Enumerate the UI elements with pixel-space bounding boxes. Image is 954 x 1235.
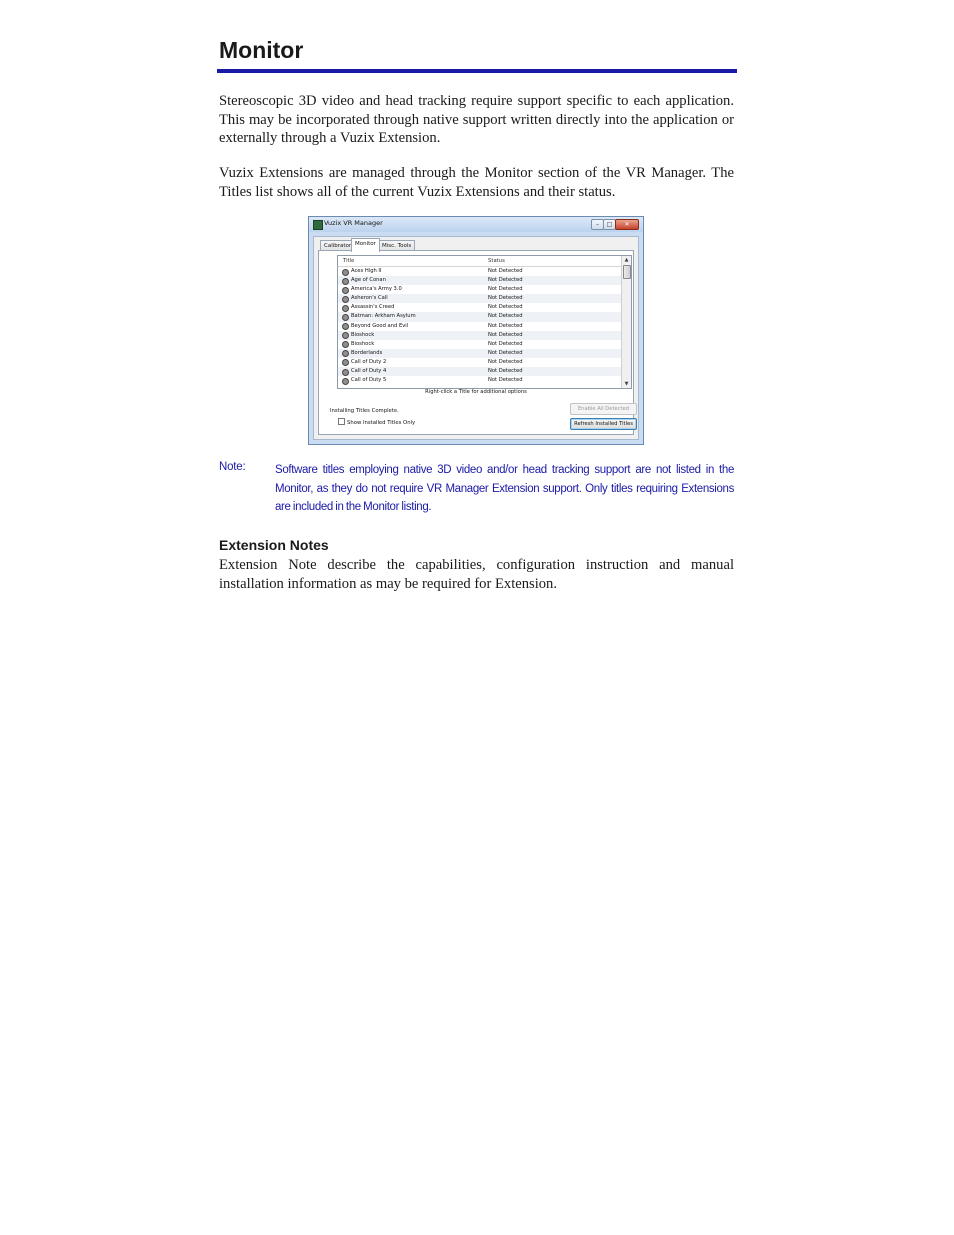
row-status: Not Detected xyxy=(488,286,523,293)
window-title: Vuzix VR Manager xyxy=(324,219,383,227)
row-status: Not Detected xyxy=(488,377,523,384)
row-status: Not Detected xyxy=(488,331,523,338)
row-title: Batman: Arkham Asylum xyxy=(351,313,416,320)
row-title: Asheron's Call xyxy=(351,295,388,302)
column-status[interactable]: Status xyxy=(488,258,505,264)
row-status: Not Detected xyxy=(488,368,523,375)
tab-calibrator[interactable]: Calibrator xyxy=(320,240,355,251)
row-status: Not Detected xyxy=(488,295,523,302)
intro-paragraph: Stereoscopic 3D video and head tracking require support specific to each application. This may be incorporated through native support written directly into the application or externally through a Vuzix Extension. xyxy=(219,93,734,147)
table-row[interactable] xyxy=(338,349,621,358)
table-row[interactable] xyxy=(338,303,621,312)
list-rows xyxy=(338,267,621,385)
tab-misc-tools[interactable]: Misc. Tools xyxy=(378,240,415,251)
show-installed-label: Show Installed Titles Only xyxy=(347,420,416,426)
status-dot-icon xyxy=(342,278,349,285)
table-row[interactable] xyxy=(338,367,621,376)
extension-notes-heading: Extension Notes xyxy=(219,537,329,553)
row-status: Not Detected xyxy=(488,304,523,311)
scroll-up-icon[interactable]: ▲ xyxy=(624,257,629,263)
scroll-thumb[interactable] xyxy=(623,265,631,279)
row-title: Call of Duty 2 xyxy=(351,358,387,365)
monitor-panel xyxy=(318,250,634,435)
row-status: Not Detected xyxy=(488,358,523,365)
page-title: Monitor xyxy=(219,37,304,63)
table-row[interactable] xyxy=(338,294,621,303)
app-icon xyxy=(313,220,323,230)
column-title[interactable]: Title xyxy=(343,258,355,264)
status-dot-icon xyxy=(342,332,349,339)
window-client xyxy=(313,236,639,440)
row-title: Call of Duty 5 xyxy=(351,377,387,384)
table-row[interactable] xyxy=(338,285,621,294)
table-row[interactable] xyxy=(338,340,621,349)
row-title: Age of Conan xyxy=(351,277,386,284)
status-dot-icon xyxy=(342,305,349,312)
row-title: Call of Duty 4 xyxy=(351,368,387,375)
titles-list[interactable] xyxy=(337,255,632,389)
row-title: America's Army 3.0 xyxy=(351,286,402,293)
status-dot-icon xyxy=(342,350,349,357)
status-dot-icon xyxy=(342,269,349,276)
extensions-paragraph: Vuzix Extensions are managed through the Monitor section of the VR Manager. The Titles list shows all of the current Vuzix Extensions and their status. xyxy=(219,165,734,200)
row-title: Bioshock xyxy=(351,331,375,338)
table-row[interactable] xyxy=(338,322,621,331)
show-installed-checkbox[interactable] xyxy=(338,418,345,425)
status-dot-icon xyxy=(342,287,349,294)
table-row[interactable] xyxy=(338,312,621,321)
row-status: Not Detected xyxy=(488,268,523,274)
row-status: Not Detected xyxy=(488,322,523,329)
row-status: Not Detected xyxy=(488,349,523,356)
install-status: Installing Titles Complete. xyxy=(330,408,399,414)
status-dot-icon xyxy=(342,369,349,376)
status-dot-icon xyxy=(342,378,349,385)
note-label: Note: xyxy=(219,461,246,473)
row-title: Borderlands xyxy=(351,349,383,356)
row-status: Not Detected xyxy=(488,313,523,320)
table-row[interactable] xyxy=(338,331,621,340)
status-dot-icon xyxy=(342,323,349,330)
minimize-button[interactable]: – xyxy=(591,219,604,230)
maximize-button[interactable]: □ xyxy=(603,219,616,230)
tab-monitor[interactable]: Monitor xyxy=(351,238,380,252)
row-status: Not Detected xyxy=(488,277,523,284)
row-title: Bioshock xyxy=(351,340,375,347)
title-rule xyxy=(217,69,737,73)
status-dot-icon xyxy=(342,341,349,348)
enable-all-detected-button[interactable]: Enable All Detected xyxy=(570,403,637,415)
scroll-down-icon[interactable]: ▼ xyxy=(624,381,629,387)
status-dot-icon xyxy=(342,359,349,366)
list-header xyxy=(338,256,621,267)
status-dot-icon xyxy=(342,314,349,321)
window-titlebar[interactable] xyxy=(309,217,643,232)
table-row[interactable] xyxy=(338,267,621,276)
note-text: Software titles employing native 3D video and/or head tracking support are not listed in the Monitor, as they do not require VR Manager Extension support. Only titles requiring Extensions are included in the Monitor listing. xyxy=(275,464,734,513)
row-title: Aces High II xyxy=(351,268,382,274)
table-row[interactable] xyxy=(338,358,621,367)
row-status: Not Detected xyxy=(488,340,523,347)
table-row[interactable] xyxy=(338,276,621,285)
extension-notes-paragraph: Extension Note describe the capabilities, configuration instruction and manual installation information as may be required for Extension. xyxy=(219,557,734,592)
refresh-installed-titles-button[interactable]: Refresh Installed Titles xyxy=(570,418,637,430)
vr-manager-window xyxy=(308,216,644,445)
status-dot-icon xyxy=(342,296,349,303)
list-scrollbar[interactable] xyxy=(621,256,631,388)
show-installed-checkbox-row[interactable] xyxy=(338,418,415,426)
table-row[interactable] xyxy=(338,376,621,385)
row-title: Beyond Good and Evil xyxy=(351,322,409,329)
list-hint: Right-click a Title for additional options xyxy=(425,389,527,395)
row-title: Assassin's Creed xyxy=(351,304,395,311)
close-button[interactable]: ✕ xyxy=(615,219,639,230)
